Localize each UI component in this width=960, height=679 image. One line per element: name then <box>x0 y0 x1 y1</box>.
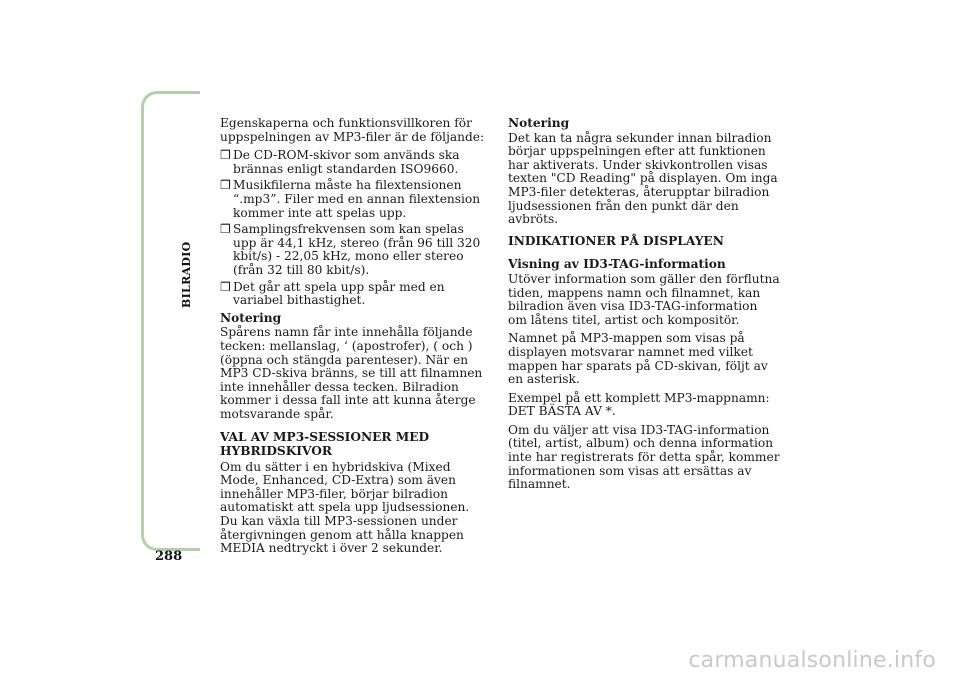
paragraph: Exempel på ett komplett MP3-mappnamn: DET BÄSTA AV *. <box>508 390 770 419</box>
checkbox-bullet-icon: ❒ <box>220 222 231 237</box>
watermark: carmanualsonline.info <box>688 648 936 673</box>
list-item-text: Musikfilerna måste ha filextensionen “.mp3”. Filer med en annan filextension kommer inte att spelas upp. <box>233 178 481 220</box>
display-heading: INDIKATIONER PÅ DISPLAYEN <box>508 233 724 248</box>
list-item <box>220 179 490 220</box>
list-item <box>220 149 490 176</box>
note-heading: Notering <box>508 116 570 130</box>
id3-heading: Visning av ID3-TAG-information <box>508 257 726 272</box>
checkbox-bullet-icon: ❒ <box>220 279 231 294</box>
note-paragraph: Det kan ta några sekunder innan bilradion börjar uppspelningen efter att funktionen har aktiverats. Under skivkontrollen visas texten "CD Reading" på displayen. Om inga MP3-filer detekteras, återupptar bilradion ljudsessionen från den punkt där den avbröts. <box>508 130 778 227</box>
hybrid-heading: VAL AV MP3-SESSIONER MED HYBRIDSKIVOR <box>220 430 430 459</box>
list-item-text: De CD-ROM-skivor som används ska brännas enligt standarden ISO9660. <box>233 148 460 176</box>
hybrid-paragraph: Om du sätter i en hybridskiva (Mixed Mode, Enhanced, CD-Extra) som även innehåller MP3-filer, börjar bilradion automatiskt att spela upp ljudsessionen. Du kan växla till MP3-sessionen under återgivningen genom att hålla knappen MEDIA nedtryckt i över 2 sekunder. <box>220 459 470 556</box>
paragraph: Om du väljer att visa ID3-TAG-information (titel, artist, album) och denna information inte har registrerats för detta spår, kommer informationen som visas att ersättas av filnamnet. <box>508 422 780 492</box>
sidebar-frame <box>141 91 207 551</box>
list-item-text: Samplingsfrekvensen som kan spelas upp är 44,1 kHz, stereo (från 96 till 320 kbit/s) - 22,05 kHz, mono eller stereo (från 32 till 80 kbit/s). <box>233 222 481 277</box>
note-paragraph: Spårens namn får inte innehålla följande tecken: mellanslag, ‘ (apostrofer), ( och ) (öppna och stängda parenteser). När en MP3 CD-skiva bränns, se till att filnamnen inte innehåller dessa tecken. Bilradion kommer i dessa fall inte att kunna återge motsvarande spår. <box>220 325 483 421</box>
paragraph: Utöver information som gäller den förflutna tiden, mappens namn och filnamnet, kan bilradion även visa ID3-TAG-information om låtens titel, artist och kompositör. <box>508 271 780 327</box>
left-column <box>220 117 490 561</box>
list-item <box>220 281 490 308</box>
list-item <box>220 223 490 277</box>
paragraph: Namnet på MP3-mappen som visas på displayen motsvarar namnet med vilket mappen har sparats på CD-skivan, följt av en asterisk. <box>508 331 768 387</box>
sidebar-mask <box>200 88 220 558</box>
checkbox-bullet-icon: ❒ <box>220 148 231 163</box>
page-number: 288 <box>155 549 183 564</box>
list-item-text: Det går att spela upp spår med en variabel bithastighet. <box>233 279 445 308</box>
right-column <box>508 117 780 497</box>
intro-paragraph: Egenskaperna och funktionsvillkoren för uppspelningen av MP3-filer är de följande: <box>220 116 485 144</box>
section-label: BILRADIO <box>180 241 193 308</box>
note-heading: Notering <box>220 310 282 325</box>
checkbox-bullet-icon: ❒ <box>220 178 231 193</box>
